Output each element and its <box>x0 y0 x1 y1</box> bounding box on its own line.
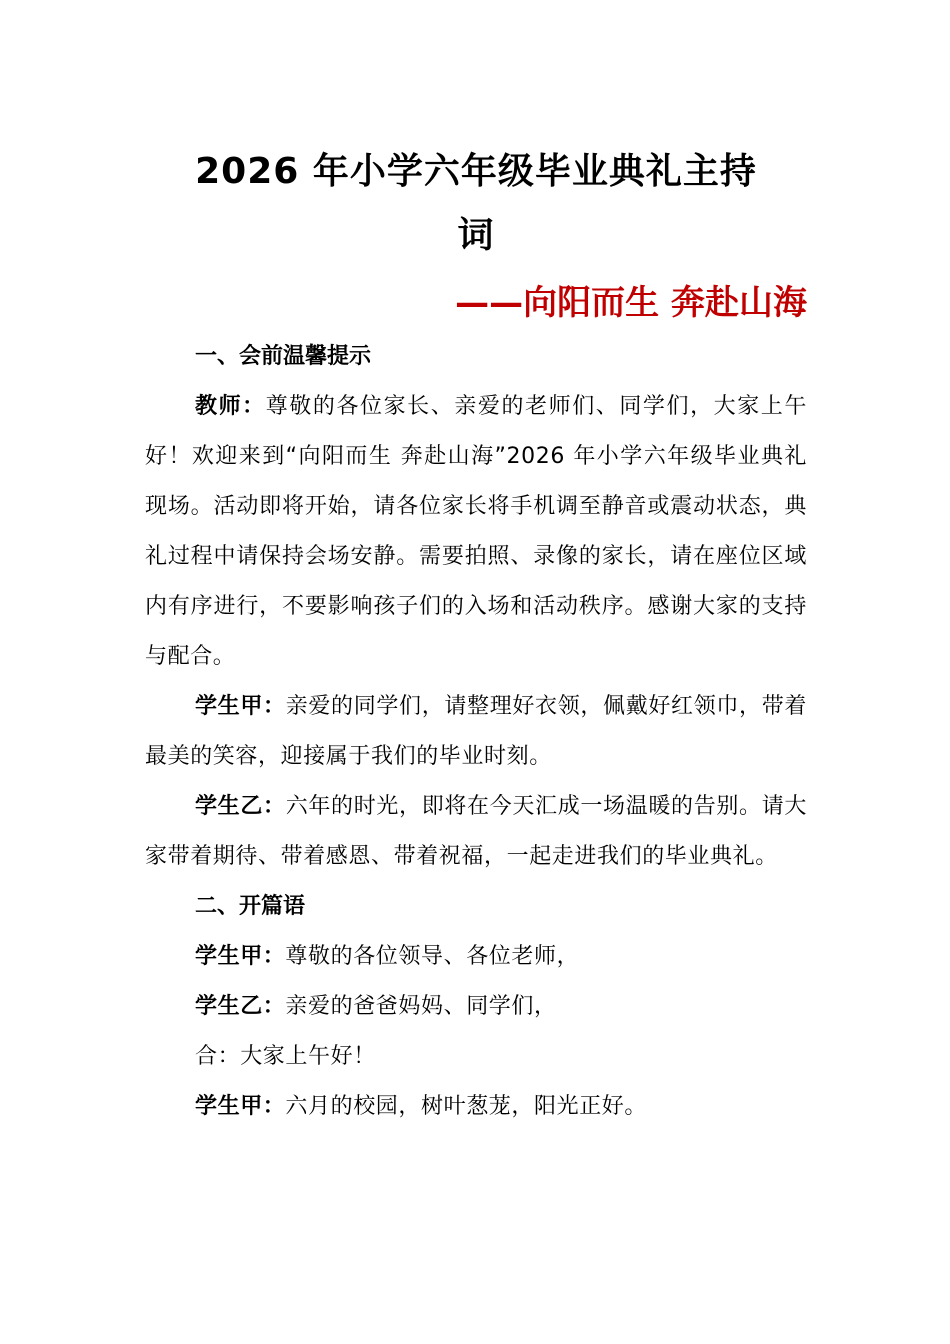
title-line-2: 词 <box>457 215 495 256</box>
section-heading: 一、会前温馨提示 <box>195 344 372 369</box>
paragraph-text: 六年的时光，即将在今天汇成一场温暖的告别。请大家带着期待、带着感恩、带着祝福，一起走进我们的毕业典礼。 <box>145 794 807 869</box>
dialogue-line <box>145 982 807 1032</box>
paragraph <box>145 382 807 682</box>
dialogue-text: 尊敬的各位领导、各位老师， <box>285 944 580 969</box>
speaker-label: 学生乙： <box>195 794 286 819</box>
dialogue-text: 六月的校园，树叶葱茏，阳光正好。 <box>285 1094 648 1119</box>
document-subtitle: ——向阳而生 奔赴山海 <box>455 283 807 323</box>
dialogue-text: 亲爱的爸爸妈妈、同学们， <box>285 994 557 1019</box>
paragraph <box>145 682 807 782</box>
document-page <box>145 140 807 1132</box>
speaker-label: 教师： <box>195 394 266 419</box>
document-title <box>145 140 807 268</box>
title-line-1: 2026 年小学六年级毕业典礼主持 <box>195 151 757 192</box>
speaker-label: 学生乙： <box>195 994 286 1019</box>
dialogue-line <box>145 1082 807 1132</box>
dialogue-line <box>145 932 807 982</box>
dialogue-line <box>145 1032 807 1082</box>
speaker-label: 学生甲： <box>195 694 286 719</box>
dialogue-text: 合：大家上午好！ <box>195 1044 376 1069</box>
paragraph-text: 尊敬的各位家长、亲爱的老师们、同学们，大家上午好！欢迎来到“向阳而生 奔赴山海”2026 年小学六年级毕业典礼现场。活动即将开始，请各位家长将手机调至静音或震动状态，典礼过程中请保持会场安静。需要拍照、录像的家长，请在座位区域内有序进行，不要影响孩子们的入场和活动秩序。感谢大家的支持与配合。 <box>145 394 807 669</box>
paragraph <box>145 782 807 882</box>
speaker-label: 学生甲： <box>195 1094 286 1119</box>
paragraph-text: 亲爱的同学们，请整理好衣领，佩戴好红领巾，带着最美的笑容，迎接属于我们的毕业时刻。 <box>145 694 807 769</box>
section-heading: 二、开篇语 <box>195 894 306 919</box>
speaker-label: 学生甲： <box>195 944 286 969</box>
